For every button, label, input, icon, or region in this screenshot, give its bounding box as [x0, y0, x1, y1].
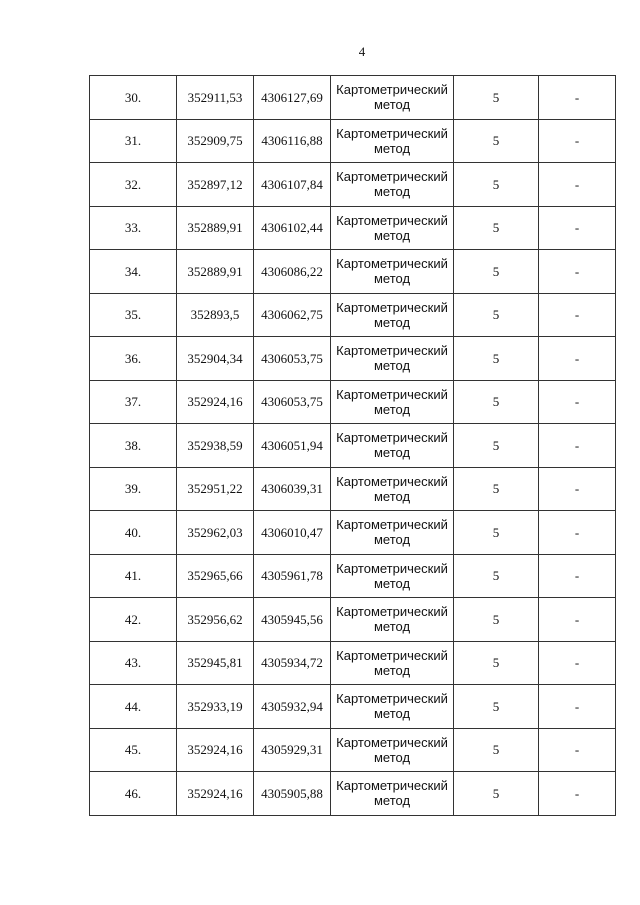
x-coordinate-cell: 352904,34	[177, 337, 254, 381]
x-coordinate-cell: 352889,91	[177, 206, 254, 250]
method-cell	[331, 554, 454, 598]
method-line-2: метод	[373, 749, 411, 765]
method-line-1: Картометрический	[336, 473, 448, 489]
method-cell	[331, 76, 454, 120]
point-number-cell: 35.	[90, 293, 177, 337]
y-coordinate-cell: 4305905,88	[254, 772, 331, 816]
table-row	[90, 424, 616, 468]
x-coordinate-cell: 352924,16	[177, 772, 254, 816]
y-coordinate-cell: 4305961,78	[254, 554, 331, 598]
extra-cell: -	[539, 772, 616, 816]
method-line-1: Картометрический	[336, 256, 448, 272]
y-coordinate-cell: 4306039,31	[254, 467, 331, 511]
method-line-1: Картометрический	[336, 604, 448, 620]
point-number-cell: 37.	[90, 380, 177, 424]
accuracy-cell: 5	[454, 772, 539, 816]
method-line-1: Картометрический	[336, 691, 448, 707]
method-line-2: метод	[373, 97, 411, 113]
x-coordinate-cell: 352938,59	[177, 424, 254, 468]
extra-cell: -	[539, 293, 616, 337]
point-number-cell: 42.	[90, 598, 177, 642]
method-cell	[331, 163, 454, 207]
method-line-2: метод	[373, 445, 411, 461]
y-coordinate-cell: 4306053,75	[254, 380, 331, 424]
method-line-1: Картометрический	[336, 778, 448, 794]
method-line-1: Картометрический	[336, 517, 448, 533]
method-line-1: Картометрический	[336, 560, 448, 576]
x-coordinate-cell: 352945,81	[177, 641, 254, 685]
accuracy-cell: 5	[454, 76, 539, 120]
method-cell	[331, 728, 454, 772]
extra-cell: -	[539, 511, 616, 555]
y-coordinate-cell: 4306010,47	[254, 511, 331, 555]
point-number-cell: 32.	[90, 163, 177, 207]
point-number-cell: 41.	[90, 554, 177, 598]
extra-cell: -	[539, 424, 616, 468]
x-coordinate-cell: 352893,5	[177, 293, 254, 337]
point-number-cell: 33.	[90, 206, 177, 250]
extra-cell: -	[539, 206, 616, 250]
method-cell	[331, 250, 454, 294]
method-line-1: Картометрический	[336, 647, 448, 663]
point-number-cell: 45.	[90, 728, 177, 772]
x-coordinate-cell: 352897,12	[177, 163, 254, 207]
y-coordinate-cell: 4305934,72	[254, 641, 331, 685]
method-line-2: метод	[373, 358, 411, 374]
table-row	[90, 772, 616, 816]
x-coordinate-cell: 352909,75	[177, 119, 254, 163]
method-line-2: метод	[373, 140, 411, 156]
point-number-cell: 44.	[90, 685, 177, 729]
table-row	[90, 685, 616, 729]
accuracy-cell: 5	[454, 424, 539, 468]
table-row	[90, 76, 616, 120]
method-line-2: метод	[373, 706, 411, 722]
table-row	[90, 293, 616, 337]
table-row	[90, 163, 616, 207]
extra-cell: -	[539, 685, 616, 729]
method-line-2: метод	[373, 184, 411, 200]
table-row	[90, 728, 616, 772]
accuracy-cell: 5	[454, 467, 539, 511]
table-row	[90, 119, 616, 163]
table-row	[90, 467, 616, 511]
y-coordinate-cell: 4305929,31	[254, 728, 331, 772]
x-coordinate-cell: 352933,19	[177, 685, 254, 729]
accuracy-cell: 5	[454, 206, 539, 250]
method-cell	[331, 380, 454, 424]
table-row	[90, 206, 616, 250]
method-cell	[331, 293, 454, 337]
y-coordinate-cell: 4306102,44	[254, 206, 331, 250]
extra-cell: -	[539, 380, 616, 424]
accuracy-cell: 5	[454, 685, 539, 729]
x-coordinate-cell: 352924,16	[177, 380, 254, 424]
method-line-2: метод	[373, 271, 411, 287]
method-line-1: Картометрический	[336, 299, 448, 315]
method-cell	[331, 511, 454, 555]
point-number-cell: 34.	[90, 250, 177, 294]
method-line-1: Картометрический	[336, 125, 448, 141]
extra-cell: -	[539, 554, 616, 598]
point-number-cell: 36.	[90, 337, 177, 381]
table-row	[90, 380, 616, 424]
method-cell	[331, 206, 454, 250]
extra-cell: -	[539, 598, 616, 642]
page-number: 4	[358, 44, 366, 59]
x-coordinate-cell: 352951,22	[177, 467, 254, 511]
method-line-2: метод	[373, 227, 411, 243]
method-line-2: метод	[373, 662, 411, 678]
method-line-2: метод	[373, 314, 411, 330]
accuracy-cell: 5	[454, 293, 539, 337]
x-coordinate-cell: 352911,53	[177, 76, 254, 120]
extra-cell: -	[539, 250, 616, 294]
x-coordinate-cell: 352889,91	[177, 250, 254, 294]
table-row	[90, 641, 616, 685]
extra-cell: -	[539, 163, 616, 207]
extra-cell: -	[539, 337, 616, 381]
extra-cell: -	[539, 76, 616, 120]
accuracy-cell: 5	[454, 554, 539, 598]
x-coordinate-cell: 352965,66	[177, 554, 254, 598]
point-number-cell: 38.	[90, 424, 177, 468]
accuracy-cell: 5	[454, 598, 539, 642]
accuracy-cell: 5	[454, 511, 539, 555]
extra-cell: -	[539, 119, 616, 163]
x-coordinate-cell: 352924,16	[177, 728, 254, 772]
accuracy-cell: 5	[454, 380, 539, 424]
accuracy-cell: 5	[454, 119, 539, 163]
y-coordinate-cell: 4306051,94	[254, 424, 331, 468]
point-number-cell: 39.	[90, 467, 177, 511]
method-cell	[331, 598, 454, 642]
method-line-2: метод	[373, 793, 411, 809]
method-cell	[331, 337, 454, 381]
accuracy-cell: 5	[454, 250, 539, 294]
table-row	[90, 554, 616, 598]
method-line-1: Картометрический	[336, 212, 448, 228]
method-cell	[331, 424, 454, 468]
y-coordinate-cell: 4305945,56	[254, 598, 331, 642]
method-line-2: метод	[373, 575, 411, 591]
y-coordinate-cell: 4306116,88	[254, 119, 331, 163]
y-coordinate-cell: 4306086,22	[254, 250, 331, 294]
method-cell	[331, 641, 454, 685]
point-number-cell: 30.	[90, 76, 177, 120]
point-number-cell: 46.	[90, 772, 177, 816]
y-coordinate-cell: 4306062,75	[254, 293, 331, 337]
point-number-cell: 43.	[90, 641, 177, 685]
y-coordinate-cell: 4305932,94	[254, 685, 331, 729]
accuracy-cell: 5	[454, 641, 539, 685]
x-coordinate-cell: 352956,62	[177, 598, 254, 642]
method-line-2: метод	[373, 532, 411, 548]
coordinates-table	[89, 75, 616, 816]
y-coordinate-cell: 4306053,75	[254, 337, 331, 381]
accuracy-cell: 5	[454, 163, 539, 207]
method-cell	[331, 685, 454, 729]
method-line-1: Картометрический	[336, 430, 448, 446]
y-coordinate-cell: 4306107,84	[254, 163, 331, 207]
method-line-1: Картометрический	[336, 82, 448, 98]
extra-cell: -	[539, 467, 616, 511]
method-line-2: метод	[373, 488, 411, 504]
method-cell	[331, 772, 454, 816]
table-row	[90, 598, 616, 642]
method-line-1: Картометрический	[336, 169, 448, 185]
x-coordinate-cell: 352962,03	[177, 511, 254, 555]
method-cell	[331, 467, 454, 511]
table-row	[90, 250, 616, 294]
point-number-cell: 31.	[90, 119, 177, 163]
table-row	[90, 337, 616, 381]
method-cell	[331, 119, 454, 163]
accuracy-cell: 5	[454, 728, 539, 772]
extra-cell: -	[539, 728, 616, 772]
method-line-1: Картометрический	[336, 734, 448, 750]
y-coordinate-cell: 4306127,69	[254, 76, 331, 120]
method-line-2: метод	[373, 619, 411, 635]
table-row	[90, 511, 616, 555]
method-line-1: Картометрический	[336, 386, 448, 402]
accuracy-cell: 5	[454, 337, 539, 381]
point-number-cell: 40.	[90, 511, 177, 555]
method-line-1: Картометрический	[336, 343, 448, 359]
coordinates-table-body	[90, 76, 616, 816]
extra-cell: -	[539, 641, 616, 685]
method-line-2: метод	[373, 401, 411, 417]
